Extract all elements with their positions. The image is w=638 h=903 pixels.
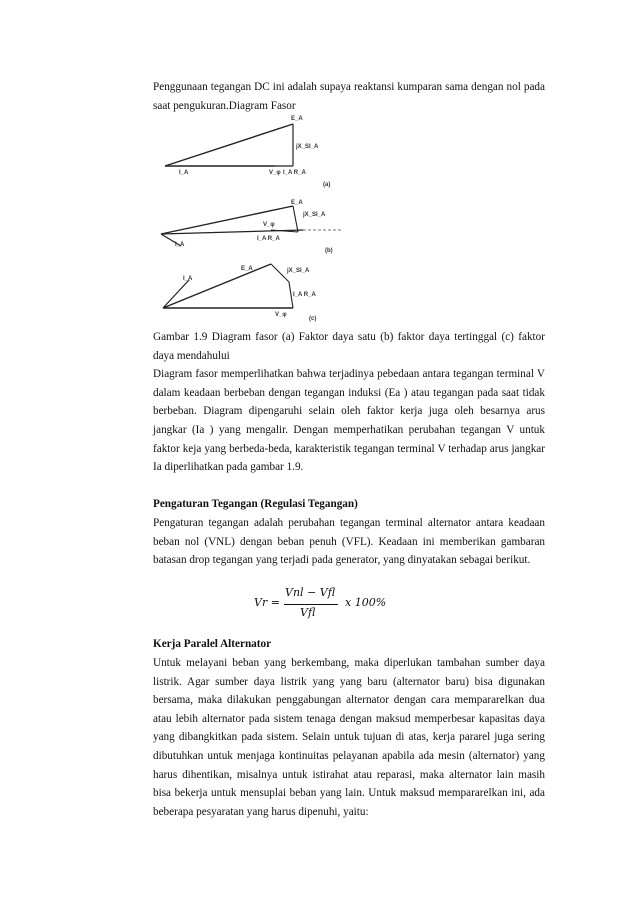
section-heading-regulasi: Pengaturan Tegangan (Regulasi Tegangan): [153, 498, 358, 510]
paralel-paragraph: Untuk melayani beban yang berkembang, maka diperlukan tambahan sumber daya listrik. Agar sumber daya listrik yang yang baru (alternator baru) bisa digunakan bersama, maka dilakukan penggabungan alternator dengan cara mempararelkan dua atau lebih alternator pada sistem tenaga dengan maksud memperbesar kapasitas daya yang dibangkitkan pada sistem. Selain untuk tujuan di atas, kerja pararel juga sering dibutuhkan untuk menjaga kontinuitas pelayanan apabila ada mesin (alternator) yang harus dihentikan, misalnya untuk istirahat atau reparasi, maka alternator lain masih bisa bekerja untuk mensuplai beban yang lain. Untuk maksud mempararelkan ini, ada beberapa pesyaratan yang harus dipenuhi, yaitu:: [153, 657, 545, 818]
intro-paragraph: Penggunaan tegangan DC ini adalah supaya reaktansi kumparan sama dengan nol pada saat pengukuran.Diagram Fasor: [153, 81, 545, 112]
figure-caption: [153, 328, 545, 477]
tag-c: (c): [309, 316, 317, 322]
formula-denominator: Vfl: [300, 606, 316, 619]
label-ea-c: E_A: [241, 266, 253, 272]
phasor-diagram-figure: [153, 112, 353, 324]
label-ia-c: I_A: [183, 276, 193, 282]
label-ea-a: E_A: [291, 116, 303, 122]
caption-text: Gambar 1.9 Diagram fasor (a) Faktor daya satu (b) faktor daya tertinggal (c) faktor daya mendahului: [153, 331, 545, 362]
regulasi-paragraph: Pengaturan tegangan adalah perubahan tegangan terminal alternator antara keadaan beban nol (VNL) dengan beban penuh (VFL). Keadaan ini memberikan gambaran batasan drop tegangan yang terjadi pada generator, yang dinyatakan sebagai berikut.: [153, 517, 545, 567]
voltage-regulation-formula: [0, 586, 638, 622]
label-vphi-b: V_φ: [263, 222, 275, 228]
phasor-diagram-c: [163, 264, 316, 322]
formula-rhs: x 100%: [345, 596, 387, 609]
label-jxsia-a: jX_SI_A: [296, 144, 319, 150]
phasor-diagram-a: [165, 116, 330, 188]
tag-b: (b): [325, 248, 333, 254]
fraction-bar: [284, 604, 338, 605]
label-iara-a: I_A R_A: [283, 170, 306, 176]
label-ea-b: E_A: [291, 200, 303, 206]
formula-lhs: Vr =: [254, 596, 280, 609]
label-ia-b: I_A: [175, 242, 185, 248]
explanation-paragraph: Diagram fasor memperlihatkan bahwa terjadinya pebedaan antara tegangan terminal V dalam keadaan berbeban dengan tegangan induksi (Ea ) atau tegangan pada saat tidak berbeban. Diagram dipengaruhi selain oleh faktor kerja juga oleh besarnya arus jangkar (Ia ) yang mengalir. Dengan memperhatikan perubahan tegangan V untuk faktor keja yang berbeda-beda, karakteristik tegangan terminal V terhadap arus jangkar Ia diperlihatkan pada gambar 1.9.: [153, 368, 545, 474]
section-heading-paralel: Kerja Paralel Alternator: [153, 638, 272, 650]
formula-numerator: Vnl − Vfl: [285, 586, 336, 599]
label-jxsia-c: jX_SI_A: [287, 268, 310, 274]
phasor-diagram-b: [161, 200, 343, 254]
label-iara-b: I_A R_A: [257, 236, 280, 242]
label-ia-a: I_A: [179, 170, 189, 176]
tag-a: (a): [323, 182, 331, 188]
label-vphi-c: V_φ: [275, 312, 287, 318]
label-iara-c: I_A R_A: [293, 292, 316, 298]
label-jxsia-b: jX_SI_A: [303, 212, 326, 218]
label-vphi-a: V_φ: [269, 170, 281, 176]
